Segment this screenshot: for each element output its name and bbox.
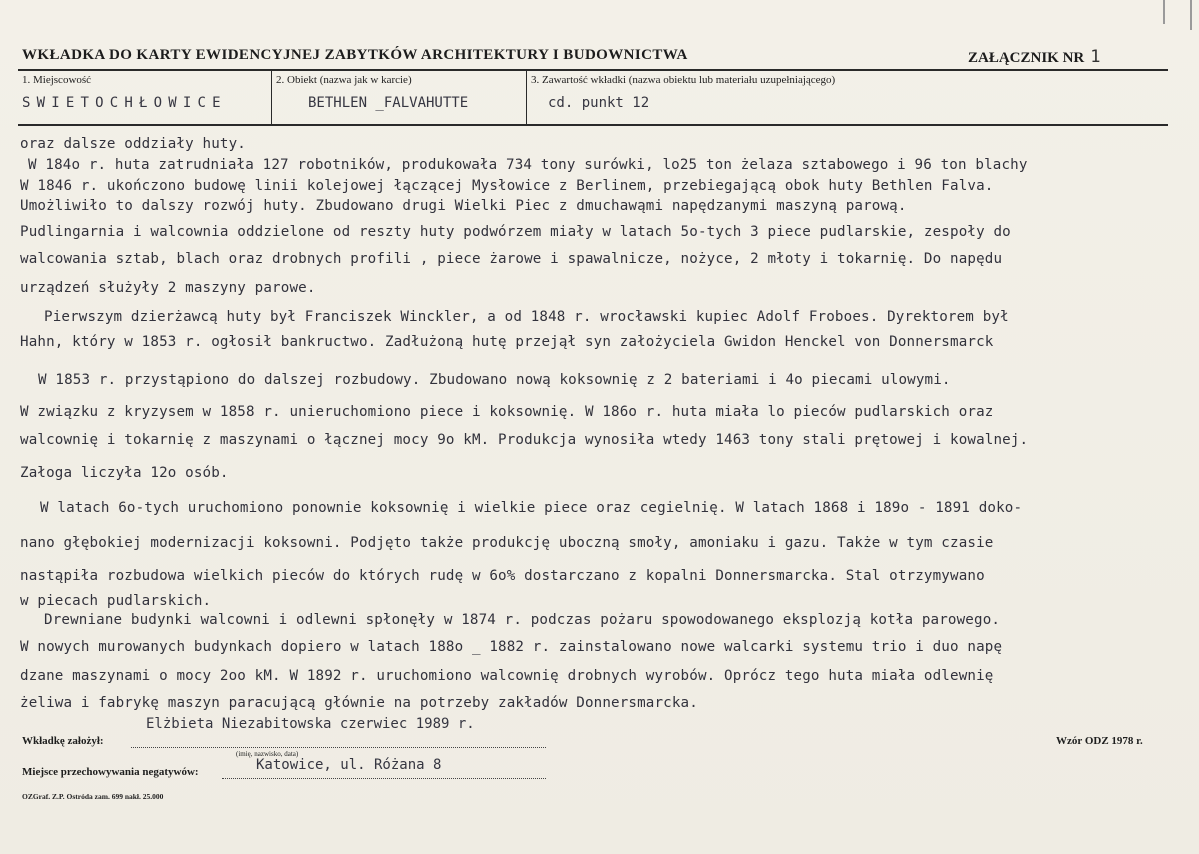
- fields-rule: [18, 124, 1168, 126]
- body-line: W latach 6o-tych uruchomiono ponownie koksownię i wielkie piece oraz cegielnię. W latach 1868 i 189o - 1891 doko-: [40, 500, 1023, 516]
- prepared-hint: (imię, nazwisko, data): [236, 750, 299, 758]
- body-line: Pierwszym dzierżawcą huty był Franciszek Winckler, a od 1848 r. wrocławski kupiec Adolf Froboes. Dyrektorem był: [44, 309, 1009, 325]
- body-line: W 184o r. huta zatrudniała 127 robotników, produkowała 734 tony surówki, lo25 ton żelaza sztabowego i 96 ton blachy: [28, 157, 1028, 173]
- locality-value: SWIETOCHŁOWICE: [22, 95, 227, 111]
- form-code: Wzór ODZ 1978 r.: [1056, 735, 1143, 747]
- print-info: OZGraf. Z.P. Ostróda zam. 699 nakł. 25.000: [22, 792, 164, 801]
- card-title: WKŁADKA DO KARTY EWIDENCYJNEJ ZABYTKÓW ARCHITEKTURY I BUDOWNICTWA: [22, 47, 688, 63]
- body-line: Pudlingarnia i walcownia oddzielone od reszty huty podwórzem miały w latach 5o-tych 3 piece pudlarskie, zespoły do: [20, 224, 1011, 240]
- annex-label-text: ZAŁĄCZNIK NR: [968, 50, 1085, 66]
- body-line: urządzeń służyły 2 maszyny parowe.: [20, 280, 316, 296]
- storage-dotted-line: [222, 778, 546, 779]
- prepared-dotted-line: [131, 747, 546, 748]
- body-line: w piecach pudlarskich.: [20, 593, 212, 609]
- prepared-value: Elżbieta Niezabitowska czerwiec 1989 r.: [146, 716, 475, 732]
- content-label: 3. Zawartość wkładki (nazwa obiektu lub materiału uzupełniającego): [531, 74, 836, 86]
- body-line: żeliwa i fabrykę maszyn paracującą głównie na potrzeby zakładów Donnersmarcka.: [20, 695, 698, 711]
- body-line: Drewniane budynki walcowni i odlewni spłonęły w 1874 r. podczas pożaru spowodowanego eksplozją kotła parowego.: [44, 612, 1001, 628]
- annex-label: [968, 47, 1101, 67]
- prepared-label: Wkładkę założył:: [22, 735, 104, 747]
- body-line: walcowania sztab, blach oraz drobnych profili , piece żarowe i spawalnicze, nożyce, 2 młoty i tokarnię. Do napędu: [20, 251, 1003, 267]
- object-label: 2. Obiekt (nazwa jak w karcie): [276, 74, 412, 86]
- body-line: nastąpiła rozbudowa wielkich pieców do których rudę w 6o% dostarczano z kopalni Donnersmarcka. Stal otrzymywano: [20, 568, 985, 584]
- field-divider: [271, 70, 272, 125]
- body-line: dzane maszynami o mocy 2oo kM. W 1892 r. uruchomiono walcownię drobnych wyrobów. Oprócz tego huta miała odlewnię: [20, 668, 994, 684]
- content-value: cd. punkt 12: [548, 95, 650, 111]
- body-line: W związku z kryzysem w 1858 r. unieruchomiono piece i koksownię. W 186o r. huta miała lo pieców pudlarskich oraz: [20, 404, 994, 420]
- annex-number: 1: [1090, 47, 1101, 67]
- body-line: W 1846 r. ukończono budowę linii kolejowej łączącej Mysłowice z Berlinem, przebiegającą obok huty Bethlen Falva.: [20, 178, 994, 194]
- edge-mark: [1163, 0, 1165, 24]
- locality-label: 1. Miejscowość: [22, 74, 92, 86]
- body-line: Załoga liczyła 12o osób.: [20, 465, 229, 481]
- body-line: oraz dalsze oddziały huty.: [20, 136, 246, 152]
- object-value: BETHLEN _FALVAHUTTE: [308, 95, 469, 111]
- body-line: Umożliwiło to dalszy rozwój huty. Zbudowano drugi Wielki Piec z dmuchawąmi napędzanymi maszyną parową.: [20, 198, 907, 214]
- body-line: walcownię i tokarnię z maszynami o łącznej mocy 9o kM. Produkcja wynosiła wtedy 1463 tony stali prętowej i kowalnej.: [20, 432, 1029, 448]
- body-line: nano głębokiej modernizacji koksowni. Podjęto także produkcję uboczną smoły, amoniaku i gazu. Także w tym czasie: [20, 535, 994, 551]
- storage-value: Katowice, ul. Różana 8: [256, 757, 442, 773]
- header-rule: [18, 69, 1168, 71]
- body-line: W nowych murowanych budynkach dopiero w latach 188o _ 1882 r. zainstalowano nowe walcarki systemu trio i duo napę: [20, 639, 1003, 655]
- body-line: W 1853 r. przystąpiono do dalszej rozbudowy. Zbudowano nową koksownię z 2 bateriami i 4o piecami ulowymi.: [38, 372, 951, 388]
- field-divider: [526, 70, 527, 125]
- edge-mark: [1190, 0, 1192, 30]
- storage-label: Miejsce przechowywania negatywów:: [22, 766, 199, 778]
- body-line: Hahn, który w 1853 r. ogłosił bankructwo. Zadłużoną hutę przejął syn założyciela Gwidon Henckel von Donnersmarck: [20, 334, 994, 350]
